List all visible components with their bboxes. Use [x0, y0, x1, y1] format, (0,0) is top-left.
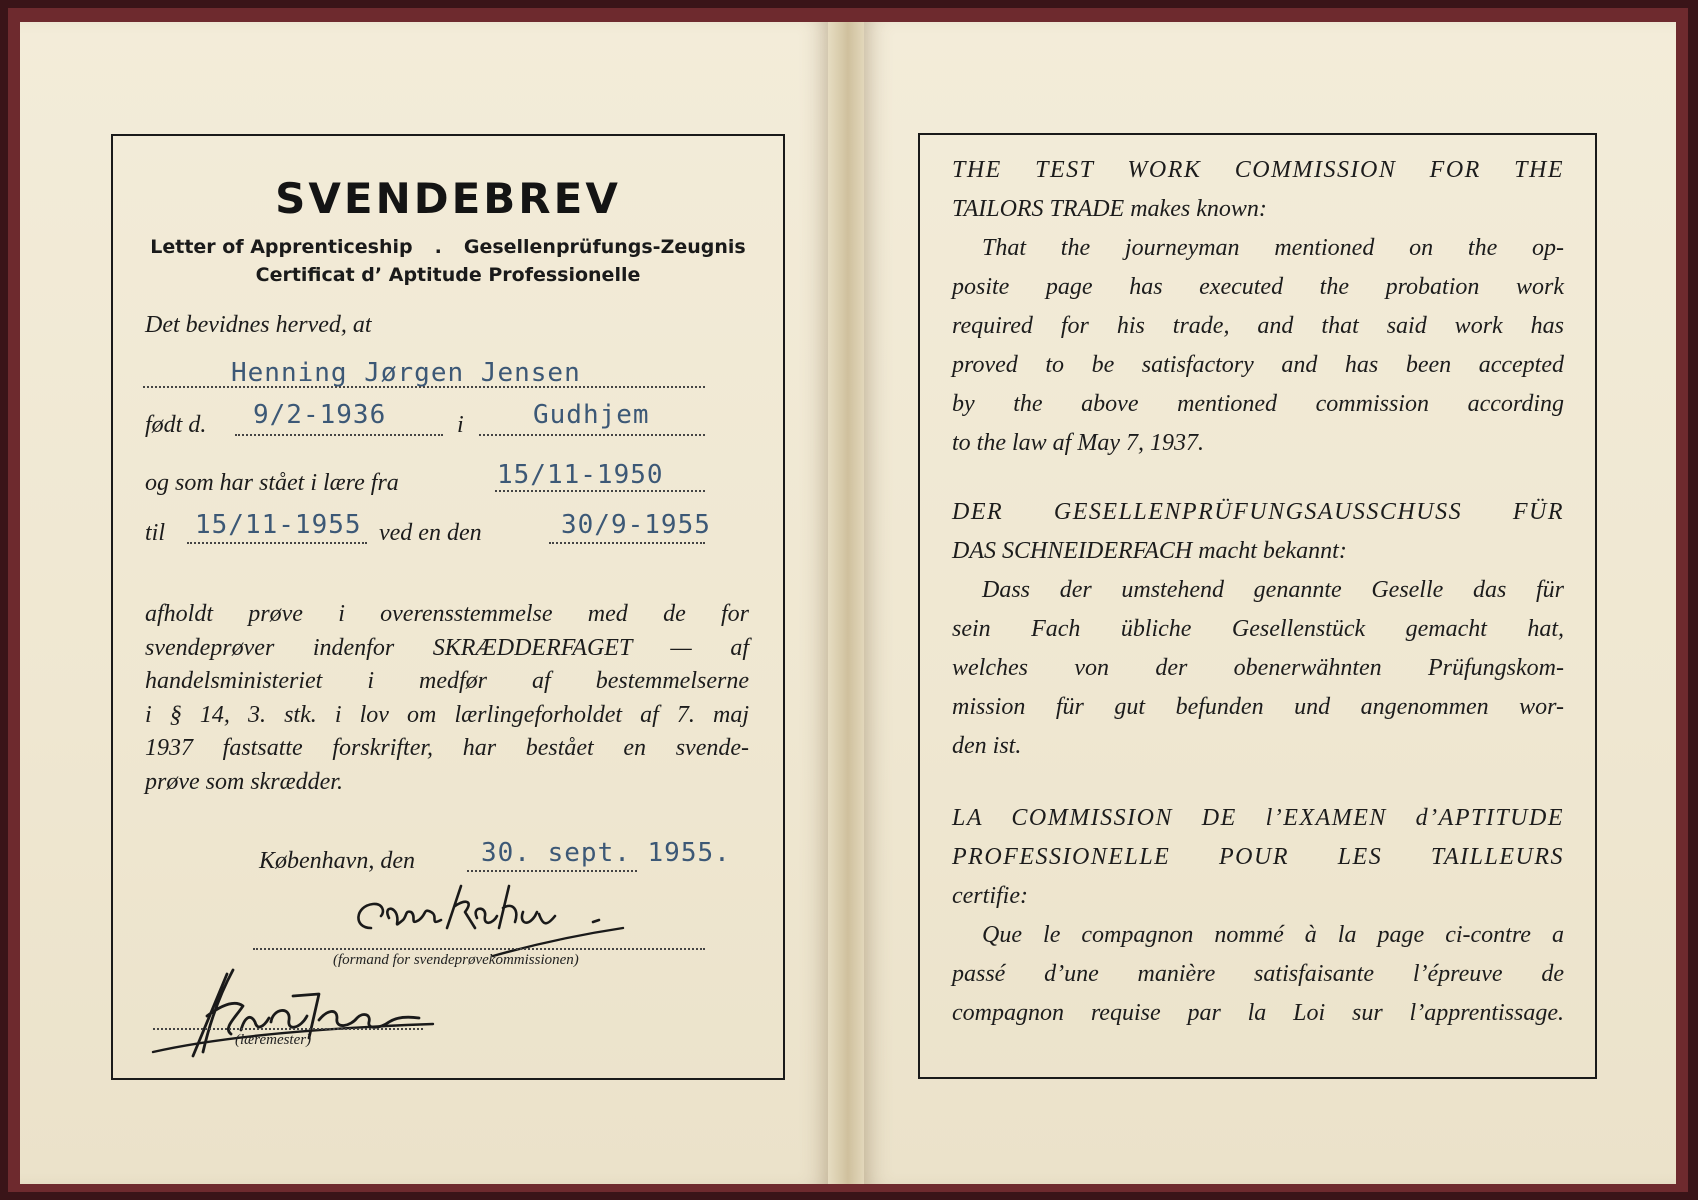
german-section — [952, 493, 1564, 766]
certificate-frame — [111, 134, 785, 1080]
signing-date-dotted-line — [467, 870, 637, 872]
name-dotted-line — [143, 386, 705, 388]
subtitle-line-1 — [113, 236, 783, 258]
master-signature — [123, 956, 443, 1066]
french-heading-cont: PROFESSIONELLE POUR LES TAILLEURS — [952, 844, 1564, 870]
born-place-dotted-line — [479, 434, 705, 436]
exam-dotted-line — [549, 542, 705, 544]
right-page — [864, 22, 1676, 1184]
left-page — [20, 22, 828, 1184]
apprentice-name: Henning Jørgen Jensen — [231, 358, 581, 388]
apprenticeship-label: og som har stået i lære fra — [145, 470, 399, 496]
signing-date: 30. sept. 1955. — [481, 838, 731, 868]
german-line: sein Fach übliche Gesellenstück gemacht hat, — [952, 616, 1564, 642]
intro-text: Det bevidnes herved, at — [145, 312, 372, 338]
body-line: prøve som skrædder. — [145, 768, 343, 795]
french-line: compagnon requise par la Loi sur l’apprentissage. — [952, 1000, 1564, 1026]
subtitle-german: Gesellenprüfungs-Zeugnis — [463, 236, 746, 258]
german-line: Dass der umstehend genannte Geselle das für — [982, 577, 1564, 603]
from-dotted-line — [495, 490, 705, 492]
chairman-caption: (formand for svendeprøvekommissionen) — [333, 952, 579, 968]
master-caption: (læremester) — [235, 1032, 312, 1048]
german-heading-cont: DAS SCHNEIDERFACH macht bekannt: — [952, 538, 1347, 564]
exam-date: 30/9-1955 — [561, 510, 711, 540]
born-in-label: i — [457, 412, 464, 438]
born-label: født d. — [145, 412, 207, 438]
master-signature-line — [153, 1028, 423, 1030]
subtitle-french: Certificat d’ Aptitude Professionelle — [255, 264, 641, 286]
born-place: Gudhjem — [533, 400, 650, 430]
born-date-dotted-line — [235, 434, 443, 436]
booklet-cover — [8, 8, 1688, 1192]
english-line: That the journeyman mentioned on the op- — [982, 235, 1564, 261]
english-line: by the above mentioned commission according — [952, 391, 1564, 417]
english-line: to the law af May 7, 1937. — [952, 430, 1204, 456]
german-line: den ist. — [952, 733, 1022, 759]
certificate-body — [145, 598, 749, 799]
english-line: posite page has executed the probation work — [952, 274, 1564, 300]
french-line: Que le compagnon nommé à la page ci-contre a — [982, 922, 1564, 948]
body-line: i § 14, 3. stk. i lov om lærlingeforholdet af 7. maj — [145, 701, 749, 728]
french-section — [952, 799, 1564, 1033]
chairman-signature-line — [253, 948, 705, 950]
translation-frame — [918, 133, 1597, 1079]
certificate-title: SVENDEBREV — [275, 174, 621, 223]
french-heading: LA COMMISSION DE l’EXAMEN d’APTITUDE — [952, 805, 1564, 831]
exam-label: ved en den — [379, 520, 482, 546]
subtitle-separator: . — [434, 236, 442, 258]
place-label: København, den — [259, 848, 415, 874]
to-dotted-line — [187, 542, 367, 544]
german-line: mission für gut befunden und angenommen wor- — [952, 694, 1564, 720]
english-line: proved to be satisfactory and has been accepted — [952, 352, 1564, 378]
english-line: required for his trade, and that said work has — [952, 313, 1564, 339]
subtitle-english: Letter of Apprenticeship — [150, 236, 413, 258]
body-line: svendeprøver indenfor SKRÆDDERFAGET — af — [145, 634, 749, 661]
french-certifie: certifie: — [952, 883, 1028, 909]
french-line: passé d’une manière satisfaisante l’épreuve de — [952, 961, 1564, 987]
english-heading: THE TEST WORK COMMISSION FOR THE — [952, 157, 1564, 183]
apprenticeship-from-date: 15/11-1950 — [497, 460, 664, 490]
born-date: 9/2-1936 — [253, 400, 387, 430]
body-line: 1937 fastsatte forskrifter, har bestået en svende- — [145, 735, 749, 761]
german-heading: DER GESELLENPRÜFUNGSAUSSCHUSS FÜR — [952, 499, 1564, 525]
to-label: til — [145, 520, 166, 546]
apprenticeship-to-date: 15/11-1955 — [195, 510, 362, 540]
body-line: handelsministeriet i medfør af bestemmelserne — [145, 668, 749, 694]
booklet-spine — [828, 22, 864, 1184]
body-line: afholdt prøve i overensstemmelse med de for — [145, 601, 749, 627]
german-line: welches von der obenerwähnten Prüfungskom- — [952, 655, 1564, 681]
english-section — [952, 151, 1564, 463]
english-heading-cont: TAILORS TRADE makes known: — [952, 196, 1267, 222]
